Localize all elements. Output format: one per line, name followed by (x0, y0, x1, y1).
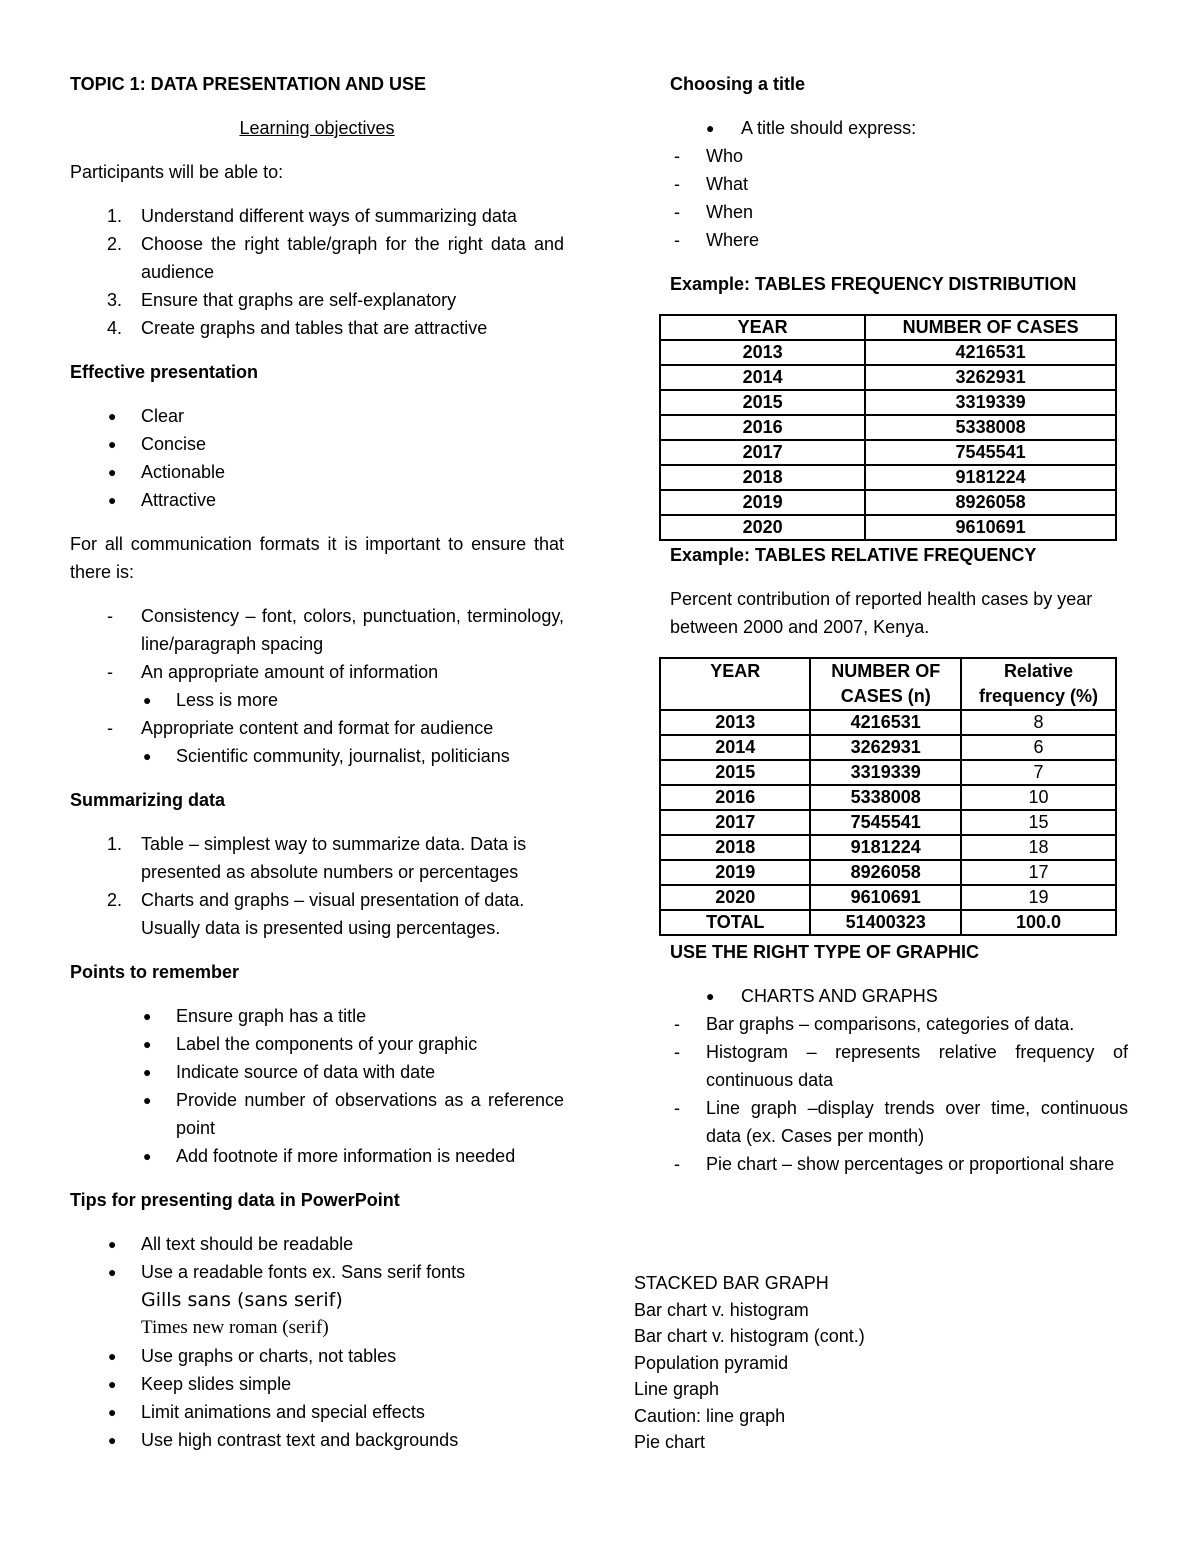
item-text: Attractive (141, 490, 217, 510)
item-number: 4. (107, 318, 123, 338)
item-text: Line graph –display trends over time, continuous data (ex. Cases per month) (706, 1098, 1128, 1146)
tips-list-continued (70, 1342, 564, 1454)
graphic-types-list (670, 1010, 1128, 1178)
item-text: Scientific community, journalist, politicians (176, 746, 510, 766)
points-heading: Points to remember (70, 962, 240, 982)
list-item: Pie chart (634, 1432, 706, 1452)
item-text: Use graphs or charts, not tables (141, 1346, 397, 1366)
example2-heading: Example: TABLES RELATIVE FREQUENCY (670, 545, 1037, 565)
table-cell: 17 (961, 860, 1116, 885)
bullet-icon: ● (108, 436, 117, 452)
table-cell: 6 (961, 735, 1116, 760)
table-row (660, 810, 1116, 835)
left-column (70, 70, 564, 1470)
list-item (70, 1058, 564, 1086)
table-cell: 2017 (660, 440, 865, 465)
table-cell: 2016 (660, 415, 865, 440)
example2-caption: Percent contribution of reported health cases by year between 2000 and 2007, Kenya. (670, 589, 1093, 637)
table-cell: 5338008 (865, 415, 1116, 440)
table-row (660, 465, 1116, 490)
list-item (70, 742, 564, 770)
item-text: Keep slides simple (141, 1374, 292, 1394)
table-cell: 7545541 (865, 440, 1116, 465)
item-text: Provide number of observations as a reference point (176, 1090, 564, 1138)
item-text: Histogram – represents relative frequency of continuous data (706, 1042, 1128, 1090)
item-text: Bar graphs – comparisons, categories of data. (706, 1014, 1075, 1034)
item-text: Label the components of your graphic (176, 1034, 478, 1054)
graphic-heading: USE THE RIGHT TYPE OF GRAPHIC (670, 942, 980, 962)
table-cell: 8 (961, 710, 1116, 735)
table-cell: 2019 (660, 860, 810, 885)
topic-title: TOPIC 1: DATA PRESENTATION AND USE (70, 74, 427, 94)
bullet-icon: ● (108, 464, 117, 480)
summarizing-list (70, 830, 564, 942)
bullet-icon: ● (108, 1348, 117, 1364)
bullet-icon: ● (108, 1432, 117, 1448)
item-text: What (706, 174, 749, 194)
item-text: A title should express: (741, 118, 917, 138)
participants-intro: Participants will be able to: (70, 162, 284, 182)
tips-heading: Tips for presenting data in PowerPoint (70, 1190, 400, 1210)
list-item (70, 602, 564, 658)
table-header-cell: YEAR (660, 315, 865, 340)
table-cell: 3319339 (865, 390, 1116, 415)
table-row (660, 365, 1116, 390)
bullet-icon: ● (143, 1036, 152, 1052)
table-cell: 2014 (660, 365, 865, 390)
list-item: Bar chart v. histogram (634, 1299, 809, 1320)
table-row (660, 710, 1116, 735)
bullet-icon: ● (143, 1092, 152, 1108)
dash-icon: - (674, 174, 680, 194)
table-cell: 2018 (660, 465, 865, 490)
table-cell: 9610691 (865, 515, 1116, 540)
table-row (660, 735, 1116, 760)
dash-icon: - (674, 202, 680, 222)
list-item (70, 402, 564, 430)
table-header-cell: YEAR (660, 658, 810, 710)
item-text: Limit animations and special effects (141, 1402, 425, 1422)
communication-list (70, 602, 564, 770)
item-text: Pie chart – show percentages or proportional share (706, 1154, 1115, 1174)
list-item (670, 1010, 1128, 1038)
points-list (70, 1002, 564, 1170)
table-row (660, 760, 1116, 785)
list-item (670, 170, 1128, 198)
table-cell: 9610691 (810, 885, 960, 910)
table-row (660, 785, 1116, 810)
example1-heading: Example: TABLES FREQUENCY DISTRIBUTION (670, 274, 1077, 294)
bullet-icon: ● (143, 1064, 152, 1080)
item-text: Table – simplest way to summarize data. Data is presented as absolute numbers or percentages (141, 834, 527, 882)
item-number: 1. (107, 834, 123, 854)
list-item (670, 1150, 1128, 1178)
item-text: Who (706, 146, 744, 166)
table-row (660, 885, 1116, 910)
table-cell: 19 (961, 885, 1116, 910)
list-item (70, 686, 564, 714)
slide-topics-list (634, 1270, 1034, 1456)
item-text: Use a readable fonts ex. Sans serif fonts (141, 1262, 466, 1282)
list-item (70, 1230, 564, 1258)
list-item (670, 982, 1128, 1010)
table-row (660, 415, 1116, 440)
bullet-icon: ● (706, 120, 715, 136)
table-cell: 3319339 (810, 760, 960, 785)
bullet-icon: ● (143, 1148, 152, 1164)
table-cell: 2017 (660, 810, 810, 835)
list-item (70, 1342, 564, 1370)
list-item (70, 1398, 564, 1426)
bullet-icon: ● (108, 1264, 117, 1280)
title-express-list (670, 114, 1128, 142)
table-cell: 2020 (660, 515, 865, 540)
list-item (670, 114, 1128, 142)
table-cell: 2015 (660, 760, 810, 785)
table-row (660, 390, 1116, 415)
table-cell: 8926058 (810, 860, 960, 885)
font-example-serif: Times new roman (serif) (141, 1317, 329, 1338)
table-cell: 5338008 (810, 785, 960, 810)
list-item: STACKED BAR GRAPH (634, 1273, 829, 1293)
list-item (70, 286, 564, 314)
table-cell: 2015 (660, 390, 865, 415)
item-text: All text should be readable (141, 1234, 354, 1254)
item-text: Appropriate content and format for audience (141, 718, 494, 738)
dash-icon: - (674, 1098, 680, 1118)
list-item (70, 1426, 564, 1454)
list-item (70, 230, 564, 286)
table-header-cell: NUMBER OF CASES (865, 315, 1116, 340)
table-cell: 3262931 (810, 735, 960, 760)
item-text: An appropriate amount of information (141, 662, 439, 682)
list-item (70, 714, 564, 742)
table-cell: 2020 (660, 885, 810, 910)
choosing-heading: Choosing a title (670, 74, 805, 94)
item-text: When (706, 202, 754, 222)
list-item (70, 1030, 564, 1058)
bullet-icon: ● (143, 748, 152, 764)
title-items-list (670, 142, 1128, 254)
table-row (660, 860, 1116, 885)
table-cell: 2018 (660, 835, 810, 860)
charts-graphs-list (670, 982, 1128, 1010)
list-item (70, 202, 564, 230)
item-text: Clear (141, 406, 185, 426)
dash-icon: - (107, 662, 113, 682)
item-number: 2. (107, 890, 123, 910)
dash-icon: - (107, 718, 113, 738)
item-text: Understand different ways of summarizing data (141, 206, 517, 226)
list-item (670, 142, 1128, 170)
tips-list (70, 1230, 564, 1286)
table-header-cell: NUMBER OF CASES (n) (810, 658, 960, 710)
table-cell: 3262931 (865, 365, 1116, 390)
table-cell: 100.0 (961, 910, 1116, 935)
list-item (670, 1094, 1128, 1150)
summarizing-heading: Summarizing data (70, 790, 226, 810)
effective-heading: Effective presentation (70, 362, 259, 382)
table-cell: 7545541 (810, 810, 960, 835)
dash-icon: - (107, 606, 113, 626)
list-item (70, 658, 564, 686)
communication-text: For all communication formats it is important to ensure that there is: (70, 534, 564, 582)
item-number: 1. (107, 206, 123, 226)
table-cell: 2013 (660, 340, 865, 365)
dash-icon: - (674, 230, 680, 250)
item-number: 3. (107, 290, 123, 310)
table-cell: 2014 (660, 735, 810, 760)
item-text: Charts and graphs – visual presentation of data. Usually data is presented using percentages. (141, 890, 525, 938)
bullet-icon: ● (108, 1376, 117, 1392)
list-item (670, 226, 1128, 254)
dash-icon: - (674, 146, 680, 166)
font-example-sans: Gills sans (sans serif) (141, 1289, 343, 1311)
list-item (70, 886, 564, 942)
table-header-cell: Relative frequency (%) (961, 658, 1116, 710)
objectives-list (70, 202, 564, 342)
list-item (70, 430, 564, 458)
frequency-distribution-table (659, 314, 1117, 541)
bullet-icon: ● (108, 492, 117, 508)
table-cell: 10 (961, 785, 1116, 810)
item-text: Use high contrast text and backgrounds (141, 1430, 459, 1450)
list-item (70, 458, 564, 486)
list-item: Line graph (634, 1379, 720, 1399)
table-header-row (660, 315, 1116, 340)
table-cell: 4216531 (810, 710, 960, 735)
item-text: Actionable (141, 462, 226, 482)
list-item (70, 1002, 564, 1030)
item-text: Choose the right table/graph for the right data and audience (141, 234, 564, 282)
list-item (70, 1086, 564, 1142)
table-cell: 8926058 (865, 490, 1116, 515)
list-item (70, 314, 564, 342)
bullet-icon: ● (143, 692, 152, 708)
table-cell: 9181224 (810, 835, 960, 860)
list-item (70, 1370, 564, 1398)
table-cell: 7 (961, 760, 1116, 785)
item-text: CHARTS AND GRAPHS (741, 986, 938, 1006)
dash-icon: - (674, 1154, 680, 1174)
list-item (70, 486, 564, 514)
table-cell: 2013 (660, 710, 810, 735)
list-item (70, 1142, 564, 1170)
item-text: Concise (141, 434, 207, 454)
table-row (660, 910, 1116, 935)
relative-frequency-table (659, 657, 1117, 936)
item-text: Ensure that graphs are self-explanatory (141, 290, 457, 310)
list-item: Caution: line graph (634, 1405, 786, 1426)
bullet-icon: ● (706, 988, 715, 1004)
table-cell: 15 (961, 810, 1116, 835)
table-cell: 51400323 (810, 910, 960, 935)
table-cell: 9181224 (865, 465, 1116, 490)
item-text: Indicate source of data with date (176, 1062, 436, 1082)
table-cell: 2019 (660, 490, 865, 515)
list-item: Bar chart v. histogram (cont.) (634, 1326, 865, 1346)
table-row (660, 490, 1116, 515)
table-cell: 18 (961, 835, 1116, 860)
table-row (660, 340, 1116, 365)
dash-icon: - (674, 1042, 680, 1062)
bullet-icon: ● (108, 408, 117, 424)
list-item (70, 830, 564, 886)
table-row (660, 440, 1116, 465)
list-item (70, 1258, 564, 1286)
item-text: Consistency – font, colors, punctuation, terminology, line/paragraph spacing (141, 606, 564, 654)
table-row (660, 835, 1116, 860)
bullet-icon: ● (108, 1404, 117, 1420)
effective-list (70, 402, 564, 514)
item-text: Create graphs and tables that are attractive (141, 318, 488, 338)
item-text: Ensure graph has a title (176, 1006, 367, 1026)
item-text: Where (706, 230, 760, 250)
dash-icon: - (674, 1014, 680, 1034)
item-text: Less is more (176, 690, 279, 710)
right-column (670, 70, 1128, 1194)
list-item (670, 1038, 1128, 1094)
objectives-heading: Learning objectives (239, 118, 395, 138)
table-cell: TOTAL (660, 910, 810, 935)
table-row (660, 515, 1116, 540)
table-cell: 2016 (660, 785, 810, 810)
list-item (670, 198, 1128, 226)
item-text: Add footnote if more information is needed (176, 1146, 516, 1166)
bullet-icon: ● (108, 1236, 117, 1252)
list-item: Population pyramid (634, 1352, 789, 1373)
table-cell: 4216531 (865, 340, 1116, 365)
bullet-icon: ● (143, 1008, 152, 1024)
table-header-row (660, 658, 1116, 710)
item-number: 2. (107, 234, 123, 254)
